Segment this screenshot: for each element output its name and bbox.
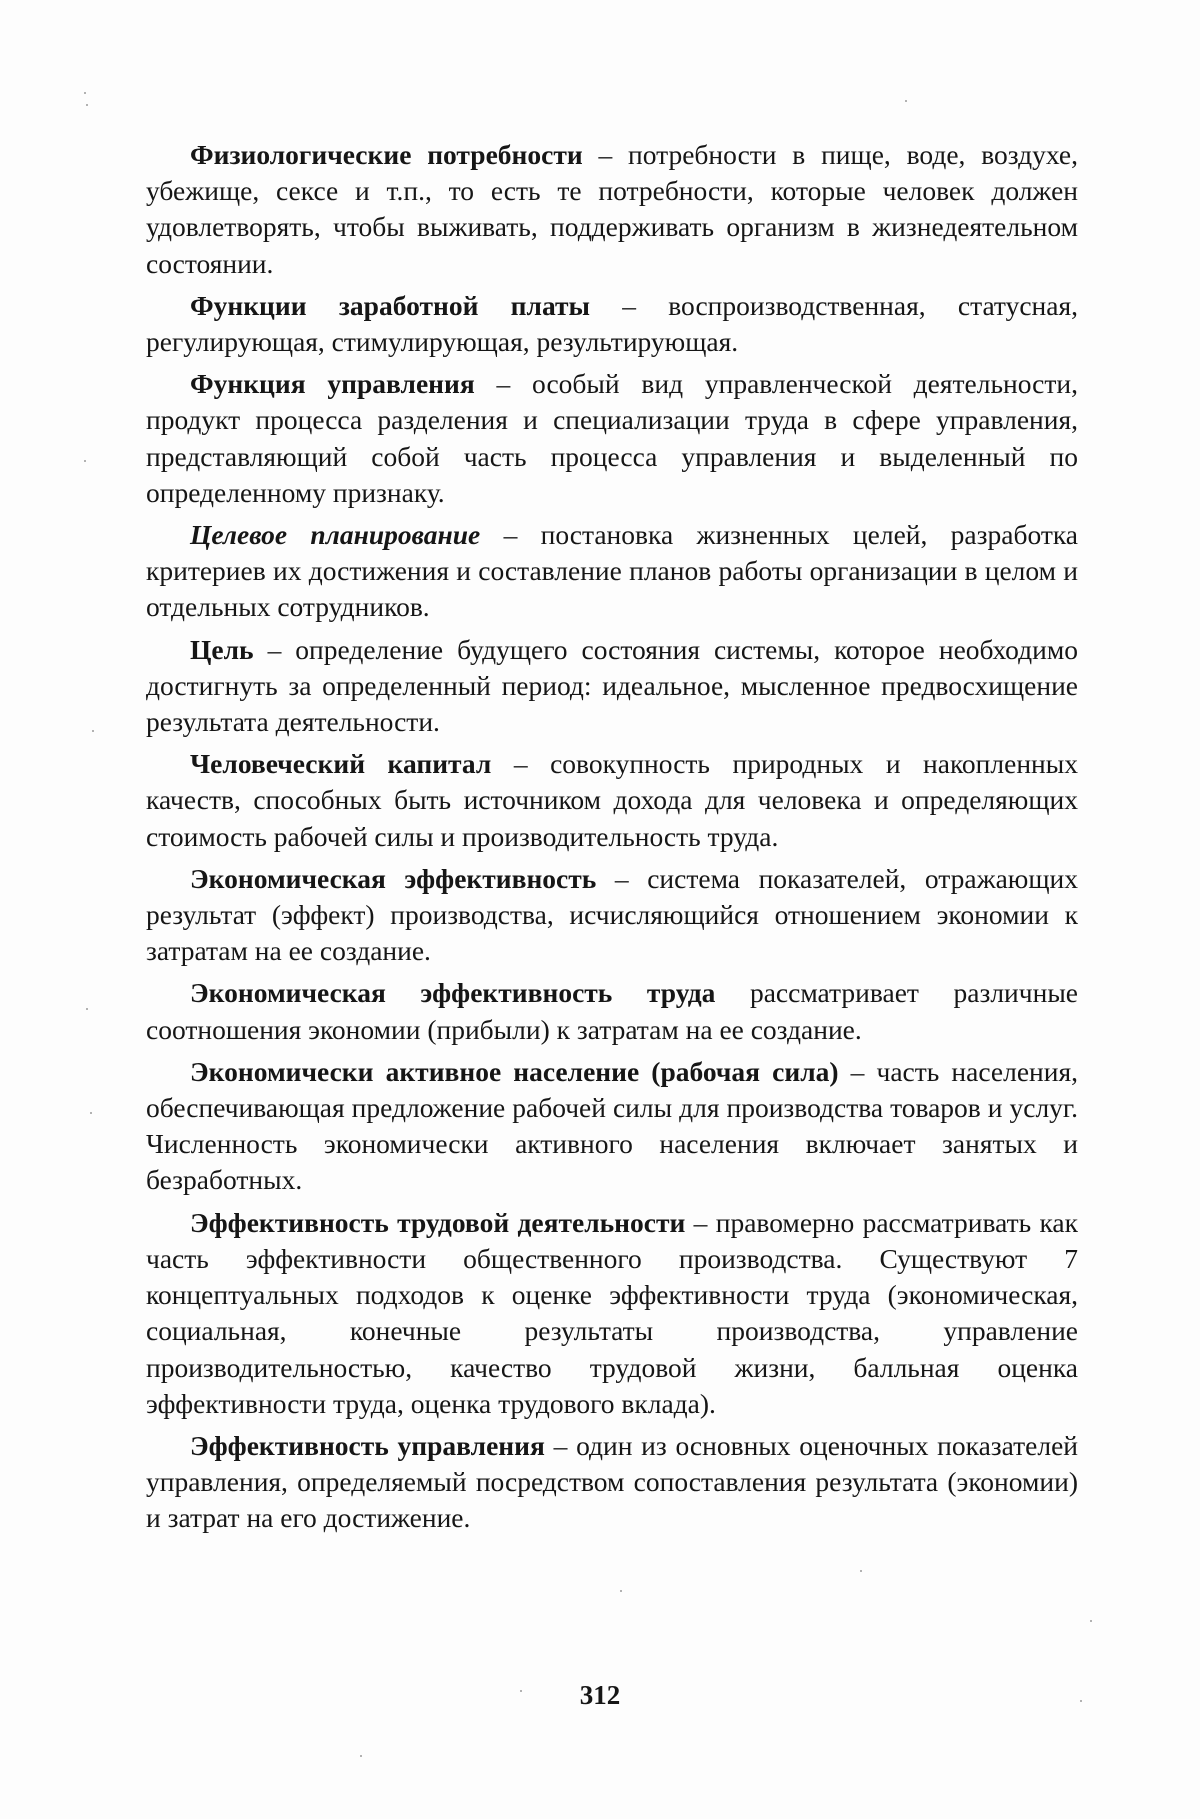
- scan-speck: [1080, 1700, 1082, 1702]
- glossary-text: [146, 137, 1078, 1543]
- glossary-definition: – система показателей, отражающих результат (эффект) производства, исчисляющийся отношением экономии к затратам на ее создание.: [146, 862, 1078, 967]
- scan-speck: [92, 730, 94, 732]
- glossary-definition: – постановка жизненных целей, разработка критериев их достижения и составление планов работы организации в целом и отдельных сотрудников.: [146, 519, 1078, 623]
- glossary-definition: рассматривает различные соотношения экономии (прибыли) к затратам на ее создание.: [146, 977, 1078, 1045]
- glossary-term: Физиологические потребности: [190, 139, 583, 170]
- scan-speck: [1090, 1620, 1092, 1622]
- glossary-term: Экономическая эффективность: [190, 862, 597, 894]
- glossary-entry: [146, 366, 1078, 511]
- scan-speck: [520, 1690, 522, 1692]
- scan-speck: [360, 1755, 362, 1757]
- scan-speck: [86, 104, 88, 106]
- glossary-term: Целевое планирование: [190, 519, 481, 551]
- glossary-entry: [146, 517, 1078, 626]
- glossary-definition: – часть населения, обеспечивающая предложение рабочей силы для производства товаров и услуг. Численность экономически активного населения включает занятых и безработных.: [146, 1055, 1078, 1196]
- glossary-entry: [146, 1205, 1078, 1422]
- glossary-entry: [146, 137, 1078, 282]
- glossary-term: Эффективность управления: [190, 1429, 545, 1461]
- scan-speck: [620, 1590, 622, 1592]
- glossary-entry: [146, 288, 1078, 360]
- glossary-definition: – воспроизводственная, статусная, регулирующая, стимулирующая, результирующая.: [146, 289, 1078, 358]
- scan-speck: [905, 100, 907, 102]
- glossary-entry: [146, 1428, 1078, 1537]
- scan-speck: [90, 1112, 92, 1114]
- scan-speck: [86, 1008, 88, 1010]
- glossary-term: Экономически активное население (рабочая сила): [190, 1055, 839, 1087]
- scan-speck: [860, 1570, 862, 1572]
- scan-speck: [84, 460, 86, 462]
- glossary-entry: [146, 632, 1078, 741]
- glossary-term: Функции заработной платы: [190, 289, 590, 321]
- glossary-entry: [146, 861, 1078, 970]
- glossary-term: Экономическая эффективность труда: [190, 977, 716, 1009]
- glossary-definition: – особый вид управленческой деятельности, продукт процесса разделения и специализации труда в сфере управления, представляющий собой часть процесса управления и выделенный по определенному признаку.: [146, 368, 1078, 508]
- glossary-definition: – один из основных оценочных показателей управления, определяемый посредством сопоставления результата (экономии) и затрат на его достижение.: [146, 1429, 1079, 1534]
- glossary-definition: – определение будущего состояния системы, которое необходимо достигнуть за определенный период: идеальное, мысленное предвосхищение результата деятельности.: [146, 633, 1078, 738]
- glossary-entry: [146, 746, 1078, 855]
- glossary-definition: – потребности в пище, воде, воздухе, убежище, сексе и т.п., то есть те потребности, которые человек должен удовлетворять, чтобы выживать, поддерживать организм в жизнедеятельном состоянии.: [146, 139, 1078, 279]
- scan-speck: [84, 92, 86, 94]
- glossary-entry: [146, 975, 1078, 1047]
- glossary-definition: – правомерно рассматривать как часть эффективности общественного производства. Существуют 7 концептуальных подходов к оценке эффективности труда (экономическая, социальная, конечные результаты производства, управление производительностью, качество трудовой жизни, балльная оценка эффективности труда, оценка трудового вклада).: [146, 1206, 1078, 1419]
- glossary-term: Эффективность трудовой деятельности: [190, 1206, 686, 1238]
- glossary-term: Цель: [190, 633, 254, 665]
- glossary-entry: [146, 1054, 1078, 1199]
- glossary-definition: – совокупность природных и накопленных качеств, способных быть источником дохода для человека и определяющих стоимость рабочей силы и производительность труда.: [146, 748, 1078, 852]
- glossary-term: Функция управления: [190, 368, 475, 400]
- page-number: 312: [579, 1680, 621, 1710]
- glossary-term: Человеческий капитал: [190, 748, 492, 780]
